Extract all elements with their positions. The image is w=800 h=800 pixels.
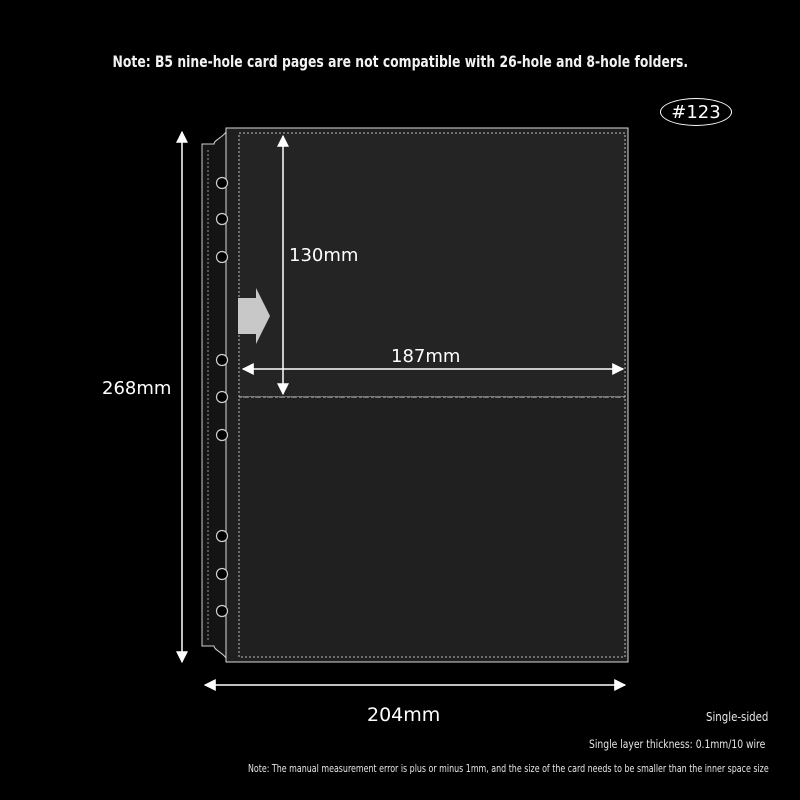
binder-hole [217,178,228,189]
sides-note: Single-sided [706,710,769,724]
pocket-height-label: 130mm [289,245,359,266]
width-label: 204mm [367,704,441,726]
lower-pocket [239,397,625,657]
binder-hole [217,252,228,263]
binder-hole [217,531,228,542]
binder-hole [217,392,228,403]
model-badge: #123 [660,98,732,126]
binder-hole [217,569,228,580]
measurement-error-note: Note: The manual measurement error is plus or minus 1mm, and the size of the card needs to be smaller than the inner space size [248,762,769,775]
pocket-width-label: 187mm [391,346,461,367]
binder-hole [217,606,228,617]
compatibility-note: Note: B5 nine-hole card pages are not compatible with 26-hole and 8-hole folders. [112,52,689,71]
binder-hole [217,355,228,366]
binder-hole [217,430,228,441]
binder-hole [217,214,228,225]
height-label: 268mm [102,378,172,399]
thickness-note: Single layer thickness: 0.1mm/10 wire [589,737,766,751]
